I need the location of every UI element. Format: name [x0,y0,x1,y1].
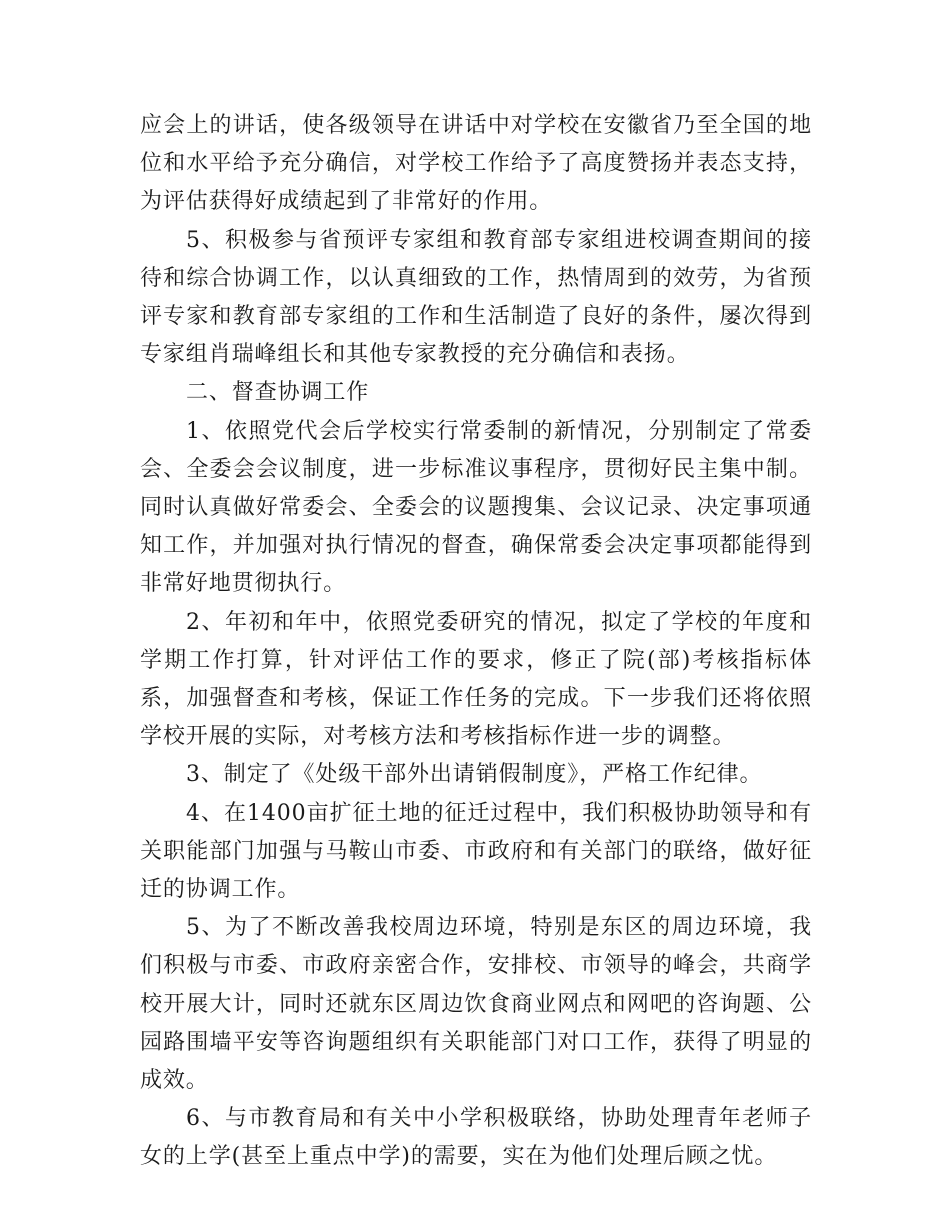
document-body [140,107,812,1177]
paragraph-item-1-meetings: 1、依照党代会后学校实行常委制的新情况，分别制定了常委会、全委会会议制度，进一步标准议事程序，贯彻好民主集中制。同时认真做好常委会、全委会的议题搜集、会议记录、决定事项通知工作，并加强对执行情况的督查，确保常委会决定事项都能得到非常好地贯彻执行。 [140,418,812,597]
section-heading-supervision: 二、督查协调工作 [186,380,370,406]
paragraph-speech-continuation: 应会上的讲话，使各级领导在讲话中对学校在安徽省乃至全国的地位和水平给予充分确信，对学校工作给予了高度赞扬并表态支持，为评估获得好成绩起到了非常好的作用。 [140,113,812,215]
paragraph-item-5-reception: 5、积极参与省预评专家组和教育部专家组进校调查期间的接待和综合协调工作，以认真细致的工作，热情周到的效劳，为省预评专家和教育部专家组的工作和生活制造了良好的条件，屡次得到专家组肖瑞峰组长和其他专家教授的充分确信和表扬。 [140,227,812,368]
paragraph-item-3-leave-rules: 3、制定了《处级干部外出请销假制度》，严格工作纪律。 [186,762,763,788]
paragraph-item-5-environment: 5、为了不断改善我校周边环境，特别是东区的周边环境，我们积极与市委、市政府亲密合作，安排校、市领导的峰会，共商学校开展大计，同时还就东区周边饮食商业网点和网吧的咨询题、公园路围墙平安等咨询题组织有关职能部门对口工作，获得了明显的成效。 [140,915,812,1094]
paragraph-item-4-land: 4、在1400亩扩征土地的征迁过程中，我们积极协助领导和有关职能部门加强与马鞍山市委、市政府和有关部门的联络，做好征迁的协调工作。 [140,800,812,903]
paragraph-item-6-education: 6、与市教育局和有关中小学积极联络，协助处理青年老师子女的上学(甚至上重点中学)的需要，实在为他们处理后顾之忧。 [140,1106,812,1170]
paragraph-item-2-plan: 2、年初和年中，依照党委研究的情况，拟定了学校的年度和学期工作打算，针对评估工作的要求，修正了院(部)考核指标体系，加强督查和考核，保证工作任务的完成。下一步我们还将依照学校开展的实际，对考核方法和考核指标作进一步的调整。 [140,609,812,750]
